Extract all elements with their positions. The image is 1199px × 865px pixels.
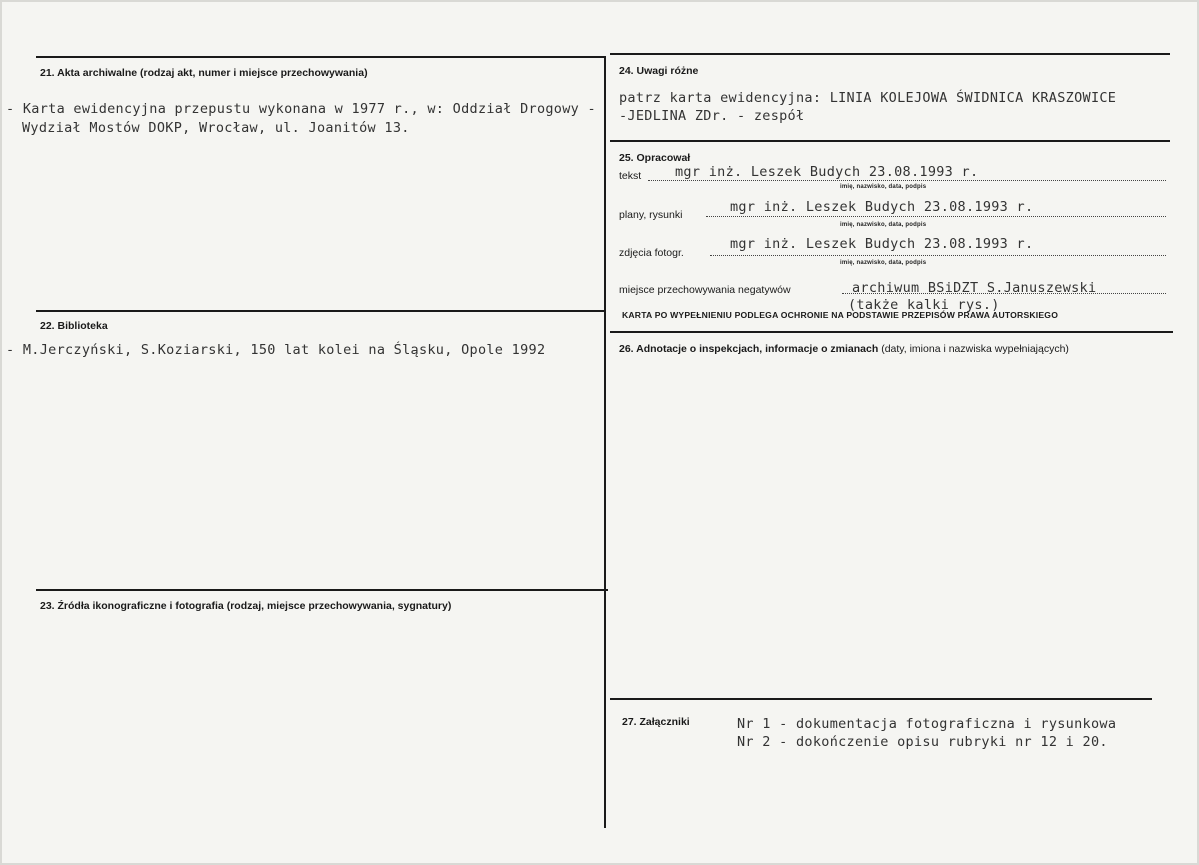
- tekst-label: tekst: [619, 170, 642, 182]
- section-26-label-main: 26. Adnotacje o inspekcjach, informacje o zmianach: [619, 343, 879, 355]
- rule-26: [610, 331, 1173, 333]
- plany-label: plany, rysunki: [619, 209, 683, 221]
- section-21-label: 21. Akta archiwalne (rodzaj akt, numer i miejsce przechowywania): [40, 67, 368, 79]
- section-27-label: 27. Załączniki: [622, 716, 690, 728]
- section-24-line-1: patrz karta ewidencyjna: LINIA KOLEJOWA ŚWIDNICA KRASZOWICE: [619, 90, 1117, 106]
- top-rule-left: [36, 56, 606, 58]
- copyright-notice: KARTA PO WYPEŁNIENIU PODLEGA OCHRONIE NA PODSTAWIE PRZEPISÓW PRAWA AUTORSKIEGO: [622, 310, 1059, 320]
- plany-value: mgr inż. Leszek Budych 23.08.1993 r.: [730, 199, 1034, 215]
- rule-25: [610, 140, 1170, 142]
- section-21-line-2: Wydział Mostów DOKP, Wrocław, ul. Joanitów 13.: [22, 120, 410, 136]
- section-26-label: [619, 343, 1069, 355]
- negatywy-value-2: (także kalki rys.): [848, 297, 1000, 313]
- rule-27: [610, 698, 1152, 700]
- negatywy-label: miejsce przechowywania negatywów: [619, 284, 791, 296]
- zdjecia-caption: imię, nazwisko, data, podpis: [840, 260, 927, 266]
- zdjecia-label: zdjęcia fotogr.: [619, 247, 684, 259]
- top-rule-right: [610, 53, 1170, 55]
- section-22-label: 22. Biblioteka: [40, 320, 108, 332]
- section-24-line-2: -JEDLINA ZDr. - zespół: [619, 108, 805, 124]
- plany-caption: imię, nazwisko, data, podpis: [840, 222, 927, 228]
- negatywy-value-1: archiwum BSiDZT S.Januszewski: [852, 280, 1097, 296]
- section-26-label-rest: (daty, imiona i nazwiska wypełniających): [881, 343, 1069, 355]
- section-27-line-2: Nr 2 - dokończenie opisu rubryki nr 12 i 20.: [737, 734, 1108, 750]
- center-vertical-divider: [604, 56, 606, 828]
- tekst-caption: imię, nazwisko, data, podpis: [840, 184, 927, 190]
- rule-23: [36, 589, 608, 591]
- plany-dotted-line: [706, 216, 1166, 217]
- section-27-line-1: Nr 1 - dokumentacja fotograficzna i rysunkowa: [737, 716, 1117, 732]
- rule-22: [36, 310, 606, 312]
- tekst-value: mgr inż. Leszek Budych 23.08.1993 r.: [675, 164, 979, 180]
- zdjecia-dotted-line: [710, 255, 1166, 256]
- section-25-label: 25. Opracował: [619, 152, 691, 164]
- section-23-label: 23. Źródła ikonograficzne i fotografia (rodzaj, miejsce przechowywania, sygnatury): [40, 600, 452, 612]
- section-21-line-1: - Karta ewidencyjna przepustu wykonana w 1977 r., w: Oddział Drogowy -: [6, 101, 596, 117]
- tekst-dotted-line: [648, 180, 1166, 181]
- section-22-line-1: - M.Jerczyński, S.Koziarski, 150 lat kolei na Śląsku, Opole 1992: [6, 342, 546, 358]
- zdjecia-value: mgr inż. Leszek Budych 23.08.1993 r.: [730, 236, 1034, 252]
- section-24-label: 24. Uwagi różne: [619, 65, 699, 77]
